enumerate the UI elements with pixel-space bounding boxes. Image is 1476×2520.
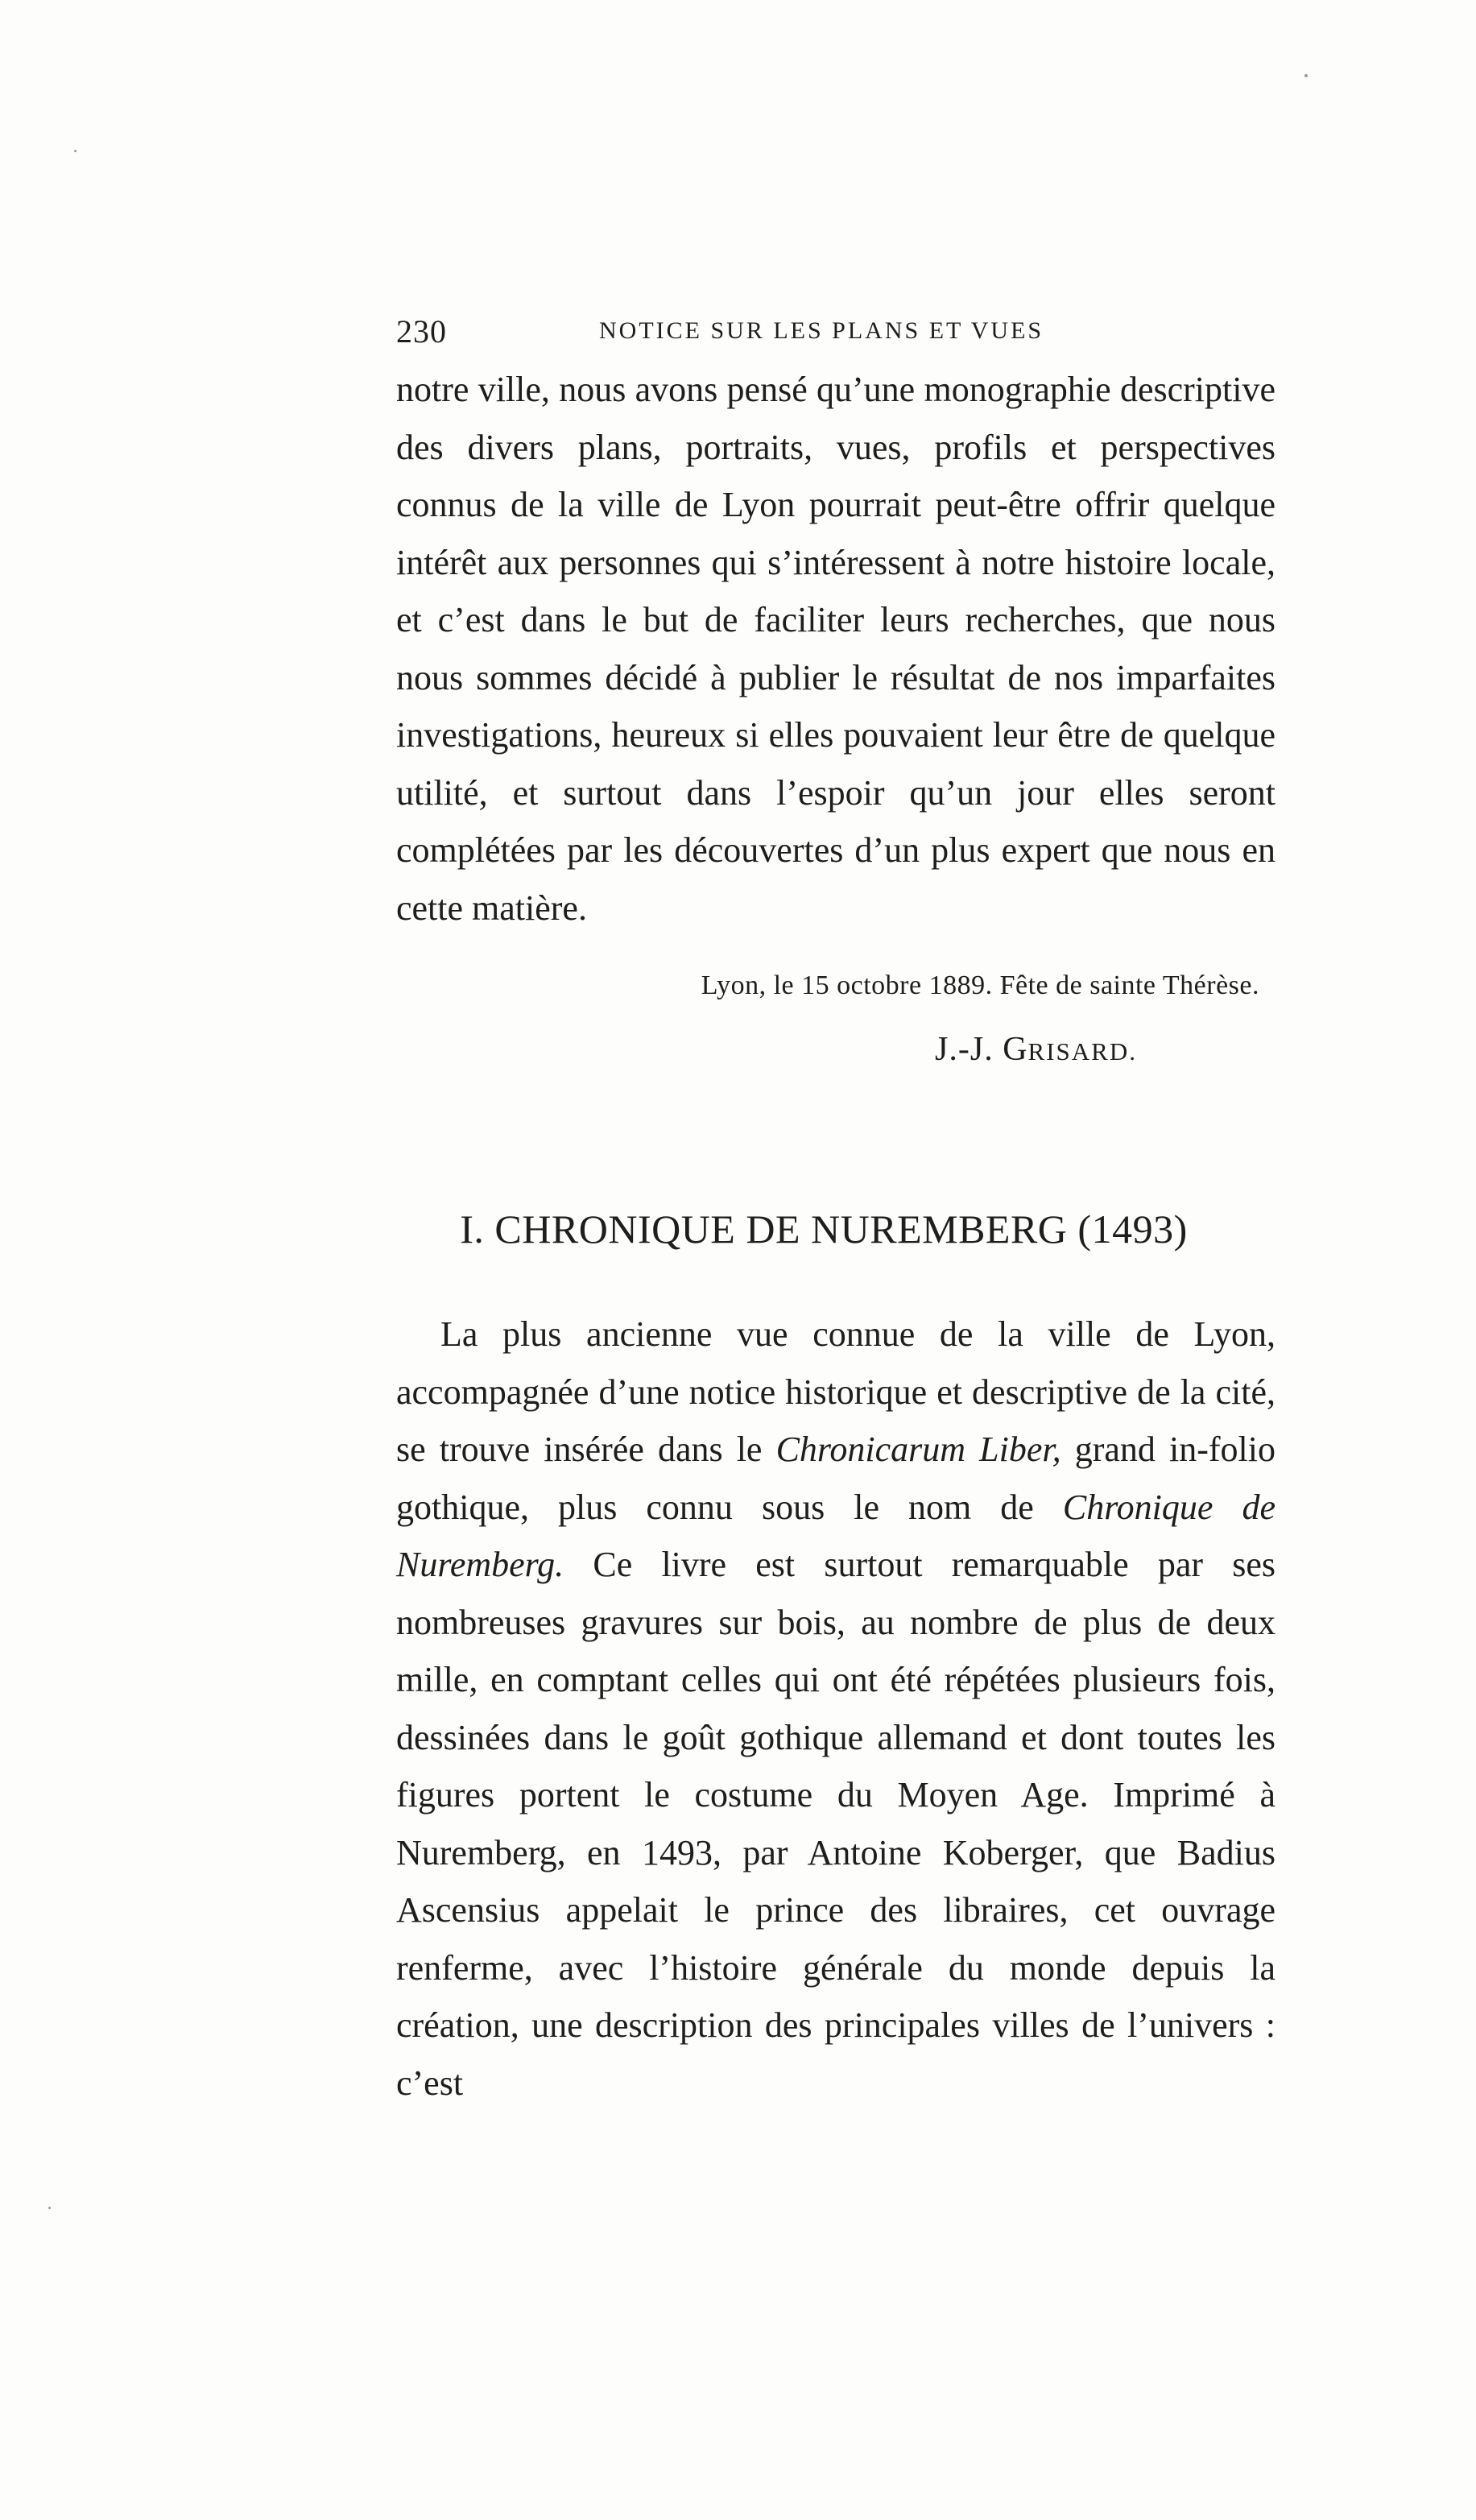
section-italic-chronicarum: Chronicarum Liber,: [775, 1430, 1061, 1469]
signature: [396, 1030, 1275, 1069]
signature-surname: RISARD.: [1027, 1037, 1137, 1066]
section-italic-chronique: Chronique de Nuremberg.: [396, 1487, 1275, 1584]
section-text-2: grand in-folio gothique, plus connu sous le nom de: [396, 1430, 1275, 1527]
signature-initials: J.-J. G: [935, 1031, 1028, 1068]
running-head: [396, 306, 1275, 354]
paper-speck: [74, 150, 76, 152]
intro-paragraph: notre ville, nous avons pensé qu’une monographie descriptive des divers plans, portraits, vues, profils et perspectives connus de la ville de Lyon pourrait peut-être offrir quelque intérêt aux personnes qui s’intéressent à notre histoire locale, et c’est dans le but de faciliter leurs recherches, que nous nous sommes décidé à publier le résultat de nos imparfaites investigations, heureux si elles pouvaient leur être de quelque utilité, et surtout dans l’espoir qu’un jour elles seront complétées par les découvertes d’un plus expert que nous en cette matière.: [396, 370, 1275, 928]
paper-speck: [1304, 74, 1308, 77]
page-number: 230: [396, 313, 447, 350]
section-text-3: Ce livre est surtout remarquable par ses nombreuses gravures sur bois, au nombre de plus de deux mille, en comptant celles qui ont été répétées plusieurs fois, dessinées dans le goût gothique allemand et dont toutes les figures portent le costume du Moyen Age. Imprimé à Nuremberg, en 1493, par Antoine Koberger, que Badius Ascensius appelait le prince des libraires, cet ouvrage renferme, avec l’histoire générale du monde depuis la création, une description des principales villes de l’univers : c’est: [396, 1545, 1275, 2103]
dateline: Lyon, le 15 octobre 1889. Fête de sainte Thérèse.: [701, 970, 1259, 1000]
running-title: NOTICE SUR LES PLANS ET VUES: [599, 317, 1044, 344]
section-heading: I. CHRONIQUE DE NUREMBERG (1493): [460, 1206, 1188, 1252]
section-paragraph: [396, 1306, 1275, 2112]
book-page: [396, 306, 1275, 2112]
section-text-1: La plus ancienne vue connue de la ville de Lyon, accompagnée d’une notice historique et descriptive de la cité, se trouve insérée dans le: [396, 1314, 1275, 1469]
paper-speck: [48, 2207, 51, 2209]
